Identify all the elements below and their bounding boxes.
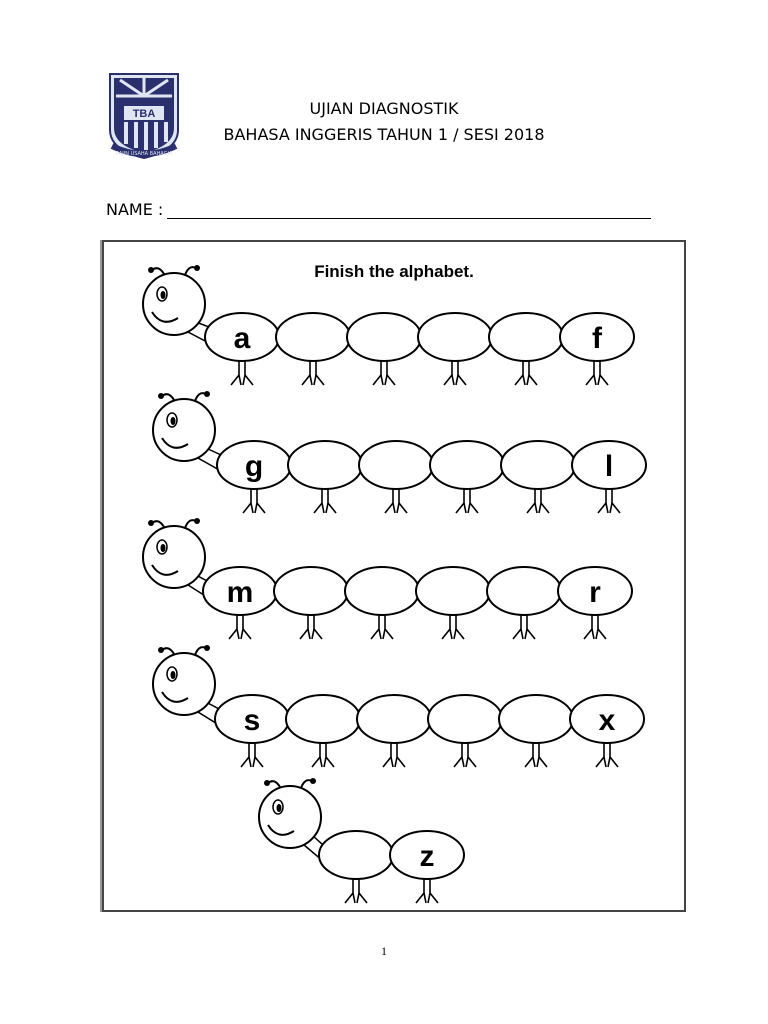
- caterpillar-legs: [527, 489, 549, 513]
- logo-text: TBA: [132, 108, 156, 120]
- head-circle: [143, 273, 205, 335]
- caterpillar-legs: [373, 361, 395, 385]
- caterpillar-1: [143, 265, 634, 385]
- caterpillar-legs: [416, 879, 438, 903]
- caterpillar-legs: [314, 489, 336, 513]
- blank-segment[interactable]: [499, 695, 573, 743]
- letter-x: x: [598, 704, 616, 737]
- blank-segment[interactable]: [286, 695, 360, 743]
- caterpillar-legs: [231, 361, 253, 385]
- caterpillar-legs: [454, 743, 476, 767]
- blank-segment[interactable]: [347, 313, 421, 361]
- head-circle: [259, 786, 321, 848]
- letter-m: m: [226, 576, 254, 609]
- worksheet-title: Finish the alphabet.: [314, 262, 474, 281]
- caterpillar-legs: [456, 489, 478, 513]
- head-circle: [153, 653, 215, 715]
- caterpillar-legs: [383, 743, 405, 767]
- page-number: 1: [381, 944, 387, 958]
- caterpillar-legs: [229, 615, 251, 639]
- caterpillar-head: [153, 391, 215, 461]
- blank-segment[interactable]: [319, 831, 393, 879]
- blank-segment[interactable]: [345, 567, 419, 615]
- caterpillar-legs: [241, 743, 263, 767]
- caterpillar-legs: [345, 879, 367, 903]
- caterpillar-legs: [371, 615, 393, 639]
- blank-segment[interactable]: [418, 313, 492, 361]
- blank-segment[interactable]: [430, 441, 504, 489]
- caterpillar-3: [143, 518, 632, 639]
- blank-segment[interactable]: [501, 441, 575, 489]
- blank-segment[interactable]: [288, 441, 362, 489]
- caterpillar-legs: [515, 361, 537, 385]
- logo-motto: RAJIN USAHA BAHAGIA: [115, 151, 173, 157]
- caterpillar-4: [153, 645, 644, 767]
- caterpillar-legs: [525, 743, 547, 767]
- name-label: NAME :: [106, 200, 164, 219]
- caterpillar-legs: [586, 361, 608, 385]
- caterpillar-legs: [598, 489, 620, 513]
- blank-segment[interactable]: [428, 695, 502, 743]
- exam-title: UJIAN DIAGNOSTIK: [309, 99, 459, 118]
- blank-segment[interactable]: [489, 313, 563, 361]
- blank-segment[interactable]: [357, 695, 431, 743]
- head-circle: [143, 526, 205, 588]
- caterpillar-legs: [444, 361, 466, 385]
- blank-segment[interactable]: [416, 567, 490, 615]
- caterpillar-legs: [442, 615, 464, 639]
- letter-a: a: [233, 322, 251, 355]
- letter-g: g: [244, 450, 264, 483]
- letter-s: s: [243, 704, 261, 737]
- blank-segment[interactable]: [274, 567, 348, 615]
- caterpillar-head: [143, 265, 205, 335]
- caterpillar-legs: [513, 615, 535, 639]
- letter-z: z: [419, 840, 435, 873]
- caterpillar-5: [259, 778, 464, 903]
- caterpillar-head: [143, 518, 205, 588]
- caterpillar-legs: [302, 361, 324, 385]
- caterpillar-legs: [385, 489, 407, 513]
- letter-f: f: [592, 322, 602, 355]
- caterpillar-legs: [243, 489, 265, 513]
- blank-segment[interactable]: [487, 567, 561, 615]
- letter-r: r: [589, 576, 601, 609]
- letter-l: l: [604, 450, 614, 483]
- blank-segment[interactable]: [359, 441, 433, 489]
- caterpillar-legs: [584, 615, 606, 639]
- caterpillar-legs: [596, 743, 618, 767]
- caterpillar-legs: [312, 743, 334, 767]
- caterpillar-head: [153, 645, 215, 715]
- caterpillar-legs: [300, 615, 322, 639]
- caterpillar-head: [259, 778, 321, 848]
- blank-segment[interactable]: [276, 313, 350, 361]
- caterpillar-2: [153, 391, 646, 513]
- head-circle: [153, 399, 215, 461]
- exam-subtitle: BAHASA INGGERIS TAHUN 1 / SESI 2018: [223, 125, 545, 144]
